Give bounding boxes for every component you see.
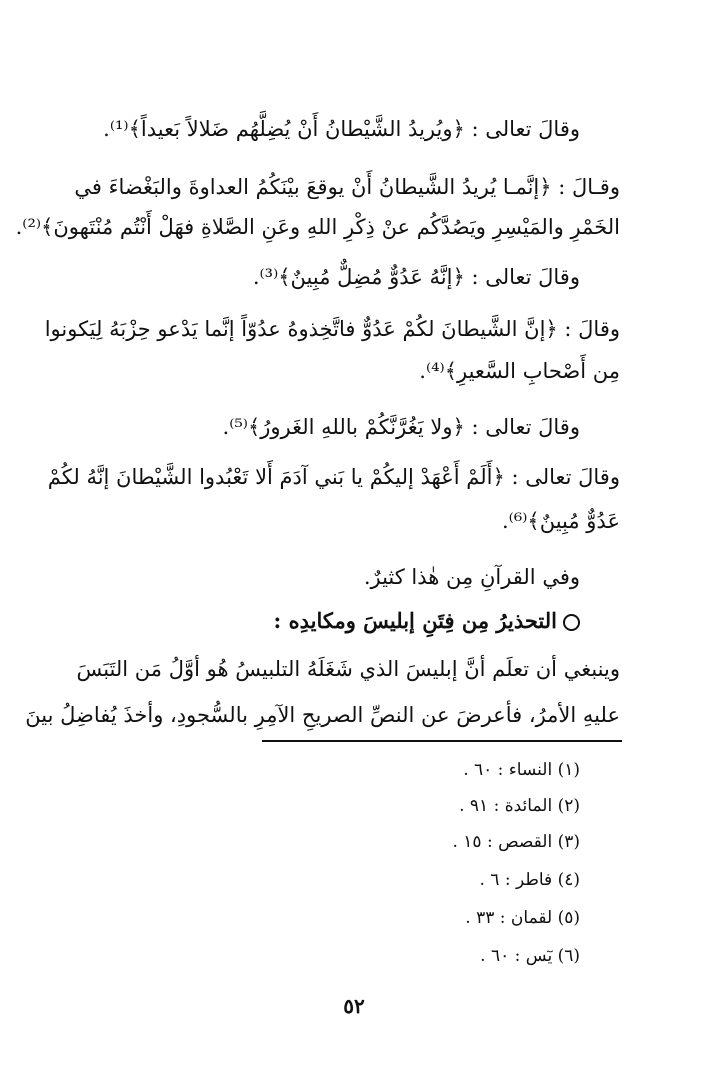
page-number: ٥٢ xyxy=(343,994,365,1018)
footnote-1: (١) النساء : ٦٠ . xyxy=(463,760,580,780)
footnote-5: (٥) لقمان : ٣٣ . xyxy=(465,908,580,928)
section-heading xyxy=(274,604,580,638)
circle-bullet-icon xyxy=(563,614,580,631)
footnote-2: (٢) المائدة : ٩١ . xyxy=(459,796,580,816)
footnote-4: (٤) فاطر : ٦ . xyxy=(479,870,580,890)
text-line-5: وقالَ : ﴿إنَّ الشَّيطانَ لكُمْ عَدُوٌّ فاتَّخِذوهُ عدُوّاً إنَّما يَدْعو حِزْبَهُ لِيَكونوا xyxy=(44,317,620,341)
text-line-8: وقالَ تعالى : ﴿أَلَمْ أَعْهَدْ إليكُمْ يا بَني آدَمَ أَلا تَعْبُدوا الشَّيْطانَ إنَّهُ لكُمْ xyxy=(47,465,620,489)
text-line-6: مِن أَصْحابِ السَّعيرِ﴾⁽⁴⁾. xyxy=(419,359,620,383)
text-line-11: وينبغي أن تعلَم أنَّ إبليسَ الذي شَغَلَهُ التلبيسُ هُو أوَّلُ مَن التَبَسَ xyxy=(76,657,620,681)
text-line-12: عليهِ الأمرُ، فأعرضَ عن النصِّ الصريحِ الآمِرِ بالسُّجودِ، وأخذَ يُفاضِلُ بينَ xyxy=(25,703,620,727)
footnote-6: (٦) يٓس : ٦٠ . xyxy=(480,946,580,966)
footnote-divider xyxy=(262,740,622,742)
section-heading-text: التحذيرُ مِن فِتَنِ إبليسَ ومكايدِه : xyxy=(273,608,557,633)
text-line-4: وقالَ تعالى : ﴿إنَّهُ عَدُوٌّ مُضِلٌّ مُبِينٌ﴾⁽³⁾. xyxy=(252,265,580,289)
footnote-3: (٣) القصص : ١٥ . xyxy=(452,832,580,852)
text-line-7: وقالَ تعالى : ﴿ولا يَغُرَّنَّكُمْ باللهِ الغَرورُ﴾⁽⁵⁾. xyxy=(222,415,580,439)
text-line-1: وقالَ تعالى : ﴿ويُريدُ الشَّيْطانُ أَنْ يُضِلَّهُم ضَلالاً بَعيداً﴾⁽¹⁾. xyxy=(103,117,580,141)
text-line-9: عَدُوٌّ مُبِينٌ﴾⁽⁶⁾. xyxy=(501,509,620,533)
text-line-2: وقـالَ : ﴿إنَّمـا يُريدُ الشَّيطانُ أَنْ يوقعَ بيْنَكُمُ العداوةَ والبَغْضاءَ في xyxy=(74,175,620,199)
text-line-10: وفي القرآنِ مِن هٰذا كثيرٌ. xyxy=(363,565,580,589)
text-line-3: الخَمْرِ والمَيْسِرِ ويَصُدَّكُم عنْ ذِكْرِ اللهِ وعَنِ الصَّلاةِ فهَلْ أَنْتُم مُنْتَهونَ﴾⁽²⁾. xyxy=(15,215,620,239)
